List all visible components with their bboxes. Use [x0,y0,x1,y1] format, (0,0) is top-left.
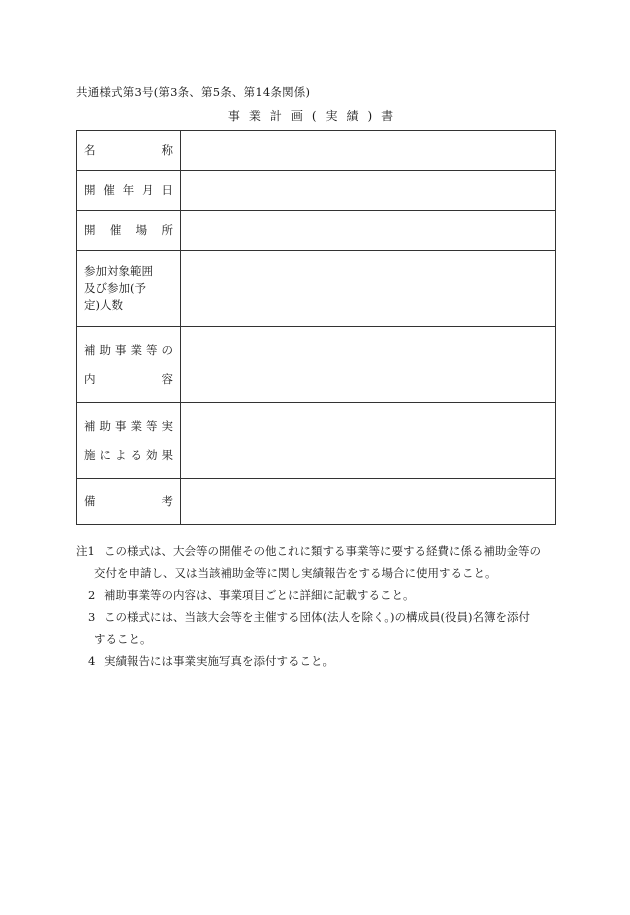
label-effect [77,403,181,479]
label-line: 参加対象範囲 [84,264,153,278]
label-char: 場 [135,223,148,237]
label-char: 日 [161,183,173,197]
label-line: 定)人数 [84,298,123,312]
label-char: 施 [84,447,96,462]
label-participants [77,251,181,327]
note-number: 4 [88,654,96,668]
label-char: 効 [146,447,158,462]
value-remarks[interactable] [181,479,556,525]
table-row-name [77,131,556,171]
note-text: この様式には、当該大会等を主催する団体(法人を除く。)の構成員(役員)名簿を添付 [104,610,530,624]
label-char: 等 [146,342,158,357]
label-char: 考 [161,494,173,508]
label-char: 果 [161,447,173,462]
label-char: 容 [161,371,173,386]
label-char: 月 [142,183,154,197]
label-char: 業 [130,418,142,433]
label-char: に [99,447,111,462]
value-date[interactable] [181,171,556,211]
label-char: 助 [99,418,111,433]
label-char: 所 [161,223,173,237]
label-char: 実 [161,418,173,433]
note-text: 実績報告には事業実施写真を添付すること。 [104,654,334,668]
form-title: 事業計画(実績)書 [227,109,403,123]
note-number: 注1 [76,544,95,558]
label-char: 内 [84,371,96,386]
table-row-remarks [77,479,556,525]
label-char: 補 [84,418,96,433]
label-remarks [77,479,181,525]
label-name [77,131,181,171]
note-text: この様式は、大会等の開催その他これに類する事業等に要する経費に係る補助金等の [104,544,541,558]
label-date [77,171,181,211]
table-row-effect [77,403,556,479]
note-item [76,584,566,606]
label-char: 名 [84,143,96,157]
table-row-participants [77,251,556,327]
label-char: 催 [109,223,122,237]
label-char: 称 [161,143,173,157]
label-char: 助 [99,342,111,357]
value-content[interactable] [181,327,556,403]
table-row-content [77,327,556,403]
label-char: 等 [146,418,158,433]
notes-section [76,540,566,672]
table-row-venue [77,211,556,251]
label-char: 開 [84,183,96,197]
label-char: の [161,342,173,357]
note-number: 2 [88,588,96,602]
form-number: 共通様式第3号(第3条、第5条、第14条関係) [76,85,311,99]
label-content [77,327,181,403]
value-name[interactable] [181,131,556,171]
note-item [76,606,566,628]
value-participants[interactable] [181,251,556,327]
note-number: 3 [88,610,96,624]
note-item [76,540,566,562]
label-char: 事 [115,342,127,357]
label-char: 開 [84,223,96,237]
label-char: 事 [115,418,127,433]
label-char: 備 [84,494,96,508]
value-effect[interactable] [181,403,556,479]
note-item [76,650,566,672]
form-table [76,130,556,525]
note-text: 補助事業等の内容は、事業項目ごとに詳細に記載すること。 [104,588,415,602]
label-line: 及び参加(予 [84,281,146,295]
label-char: 催 [103,183,115,197]
label-char: 補 [84,342,96,357]
label-char: 年 [122,183,135,197]
table-row-date [77,171,556,211]
note-text-continued: すること。 [94,632,152,646]
label-char: 業 [130,342,142,357]
note-text-continued: 交付を申請し、又は当該補助金等に関し実績報告をする場合に使用すること。 [94,566,497,580]
label-char: る [130,447,142,462]
label-char: よ [115,447,127,462]
label-venue [77,211,181,251]
value-venue[interactable] [181,211,556,251]
